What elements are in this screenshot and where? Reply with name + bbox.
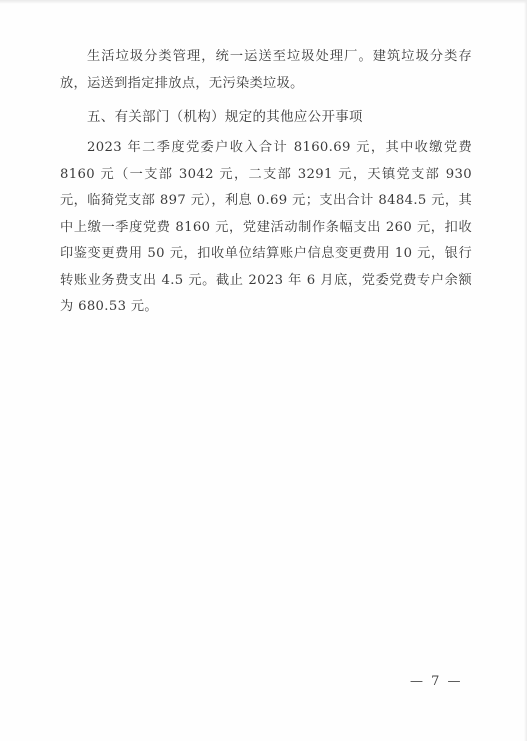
page-number: — 7 —: [410, 674, 463, 689]
section-heading: 五、有关部门（机构）规定的其他应公开事项: [87, 110, 363, 125]
scan-edge-top: [0, 0, 527, 4]
waste-management-paragraph: 生活垃圾分类管理，统一运送至垃圾处理厂。建筑垃圾分类存放，运送到指定排放点，无污染类垃圾。: [60, 49, 472, 91]
party-fee-paragraph: 2023 年二季度党委户收入合计 8160.69 元，其中收缴党费 8160 元（一支部 3042 元，二支部 3291 元，天镇党支部 930 元，临猗党支部 897 元），利息 0.69 元；支出合计 8484.5 元，其中上缴一季度党费 8160 元，党建活动制作条幅支出 260 元，扣收印鉴变更费用 50 元，扣收单位结算账户信息变更费用 10 元，银行转账业务费支出 4.5 元。截止 2023 年 6 月底，党委党费专户余额为 680.53 元。: [60, 140, 472, 314]
